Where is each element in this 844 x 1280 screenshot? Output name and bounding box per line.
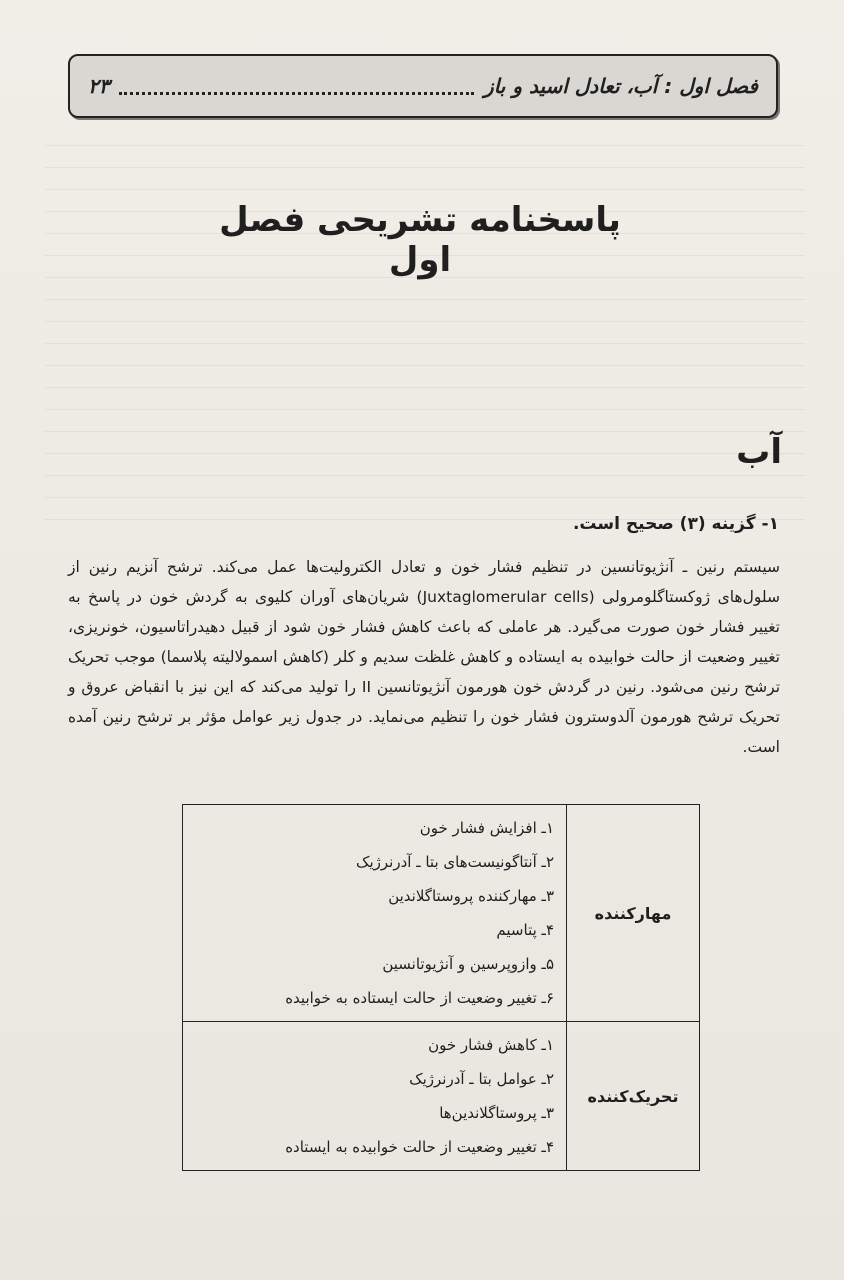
table-row-inhibitors [183,805,700,1022]
answer-explanation: سیستم رنین ـ آنژیوتانسین در تنظیم فشار خون و تعادل الکترولیت‌ها عمل می‌کند. ترشح آنزیم رنین از سلول‌های ژوکستاگلومرولی (Juxtaglomerular cells) شریان‌های آوران کلیوی به گردش خون در پاسخ به تغییر فشار خون صورت می‌گیرد. هر عاملی که باعث کاهش فشار خون شود از قبیل دهیدراتاسیون، خونریزی، تغییر وضعیت از حالت خوابیده به ایستاده و کاهش غلظت سدیم و کلر (کاهش اسمولالیته پلاسما) موجب تحریک ترشح رنین می‌شود. رنین در گردش خون هورمون آنژیوتانسین II را تولید می‌کند که این نیز با انقباض عروق و تحریک ترشح هورمون آلدوسترون فشار خون را تنظیم می‌نماید. در جدول زیر عوامل مؤثر بر ترشح رنین آمده است. [68,558,781,756]
category-inhibitors: مهارکننده [567,805,700,1022]
list-item: ۴ـ پتاسیم [496,921,554,939]
bleed-through-texture [45,140,805,520]
list-item: ۲ـ آنتاگونیست‌های بتا ـ آدرنرژیک [356,853,554,871]
list-item: ۶ـ تغییر وضعیت از حالت ایستاده به خوابیده [285,989,554,1007]
answer-label: ۱- گزینه (۳) صحیح است. [572,514,779,534]
inhibitors-list [183,805,567,1022]
list-item: ۳ـ مهارکننده پروستاگلاندین [388,887,554,905]
page-title: پاسخنامه تشریحی فصل اول [219,200,621,280]
table-row-stimulators [183,1022,700,1171]
header-dotted-leader [119,78,474,95]
page-number: ۲۳ [88,74,110,98]
list-item: ۱ـ کاهش فشار خون [428,1036,554,1054]
list-item: ۲ـ عوامل بتا ـ آدرنرژیک [409,1070,554,1088]
list-item: ۵ـ وازوپرسین و آنژیوتانسین [382,955,554,973]
list-item: ۱ـ افزایش فشار خون [419,819,554,837]
page-header [68,54,778,118]
stimulators-list [183,1022,567,1171]
chapter-title: فصل اول : آب، تعادل اسید و باز [484,74,758,98]
list-item: ۴ـ تغییر وضعیت از حالت خوابیده به ایستاده [285,1138,554,1156]
category-stimulators: تحریک‌کننده [567,1022,700,1171]
renin-factors-table [182,804,700,1171]
section-title: آب [736,432,782,472]
list-item: ۳ـ پروستاگلاندین‌ها [439,1104,554,1122]
